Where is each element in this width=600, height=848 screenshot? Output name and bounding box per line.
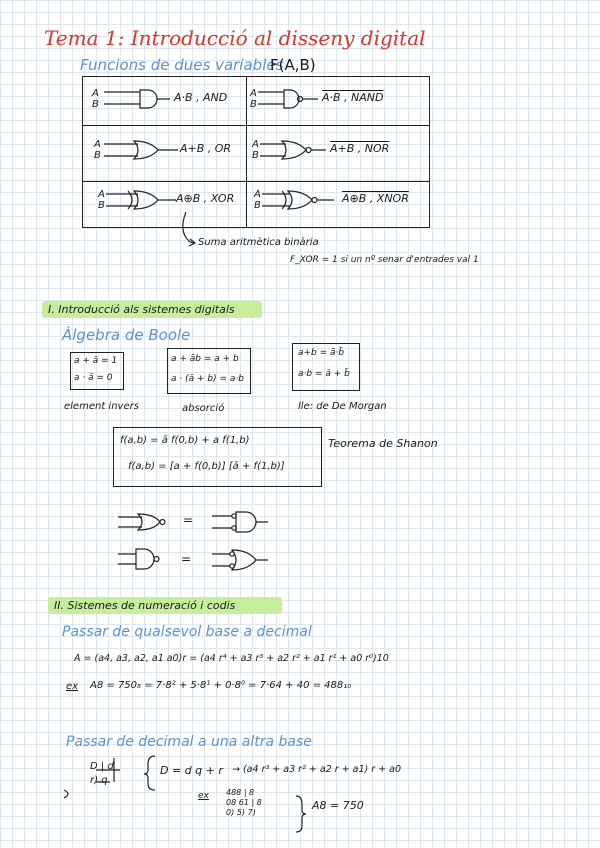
- subtitle-function: F(A,B): [270, 56, 316, 74]
- xor-note-definition: F_XOR = 1 si un nº senar d'entrades val 1: [290, 255, 479, 265]
- xnor-gate-icon: [262, 191, 334, 209]
- division-formula: D = d q + r: [160, 764, 223, 777]
- division-result: → (a4 r³ + a3 r² + a2 r + a1) r + a0: [232, 764, 402, 775]
- nand-expression: A·B , NAND: [322, 91, 384, 104]
- equivalence-sign: =: [181, 552, 192, 566]
- example2-tag: ex: [198, 791, 209, 801]
- section-1-heading: I. Introducció als sistemes digitals: [48, 303, 235, 316]
- gate-input-labels: A B: [250, 88, 257, 110]
- and-negated-inputs-icon: [212, 512, 268, 532]
- absorption-line-1: a + āb = a + b: [171, 354, 239, 364]
- demorgan-line-1: a+b = ā·b̄: [298, 348, 345, 358]
- nand-gate-icon: [258, 90, 318, 108]
- gate-input-labels: A B: [252, 139, 259, 161]
- or-expression: A+B , OR: [180, 142, 232, 155]
- xor-gate-icon: [106, 191, 176, 209]
- nand-equivalence-icon: [118, 549, 159, 569]
- nor-equivalence-icon: [118, 514, 165, 530]
- example-conversion: A8 = 750₈ = 7·8² + 5·8¹ + 0·8⁰ = 7·64 + 40 = 488₁₀: [90, 680, 352, 691]
- inverse-caption: element invers: [64, 401, 139, 412]
- conversion-result: A8 = 750: [312, 799, 364, 812]
- division-diagram: D | d r) q: [90, 761, 114, 786]
- shannon-line-2: f(a,b) = [a + f(0,b)] [ā + f(1,b)]: [128, 461, 285, 472]
- section-2-heading: II. Sistemes de numeració i codis: [54, 599, 236, 612]
- gate-input-labels: A B: [98, 189, 105, 211]
- section-1-subheading: Àlgebra de Boole: [62, 326, 191, 344]
- subtitle: Funcions de dues variables: [80, 56, 284, 74]
- nor-gate-icon: [260, 141, 326, 159]
- absorption-line-2: a · (ā + b) = a·b: [171, 374, 244, 384]
- inverse-line-1: a + ā = 1: [74, 356, 118, 366]
- base-conversion-formula: A = (a4, a3, a2, a1 a0)r = (a4 r⁴ + a3 r³ + a2 r² + a1 r¹ + a0 r⁰)10: [74, 653, 389, 664]
- gate-input-labels: A B: [92, 88, 99, 110]
- equivalence-sign: =: [183, 513, 194, 527]
- shannon-label: Teorema de Shanon: [328, 437, 438, 450]
- gate-input-labels: A B: [94, 139, 101, 161]
- long-division: 488 | 8 08 61 | 8 0) 5) 7): [226, 788, 262, 817]
- nor-expression: A+B , NOR: [330, 142, 390, 155]
- and-gate-icon: [104, 90, 170, 108]
- demorgan-caption: lle: de De Morgan: [298, 401, 387, 412]
- section-2-sub-1: Passar de qualsevol base a decimal: [62, 624, 312, 640]
- shannon-line-1: f(a,b) = ā f(0,b) + a f(1,b): [120, 435, 250, 446]
- demorgan-line-2: a·b = ā + b̄: [298, 369, 350, 379]
- xor-expression: A⊕B , XOR: [176, 192, 235, 205]
- page-title: Tema 1: Introducció al disseny digital: [44, 26, 426, 50]
- xor-note-sum: Suma aritmètica binària: [198, 237, 319, 248]
- and-expression: A·B , AND: [174, 91, 228, 104]
- absorption-caption: absorció: [182, 403, 225, 414]
- section-2-sub-2: Passar de decimal a una altra base: [66, 734, 312, 750]
- gate-input-labels: A B: [254, 189, 261, 211]
- inverse-line-2: a · ā = 0: [74, 373, 113, 383]
- or-negated-inputs-icon: [212, 550, 268, 570]
- xnor-expression: A⊕B , XNOR: [342, 192, 409, 205]
- or-gate-icon: [104, 141, 178, 159]
- example-tag: ex: [66, 681, 79, 692]
